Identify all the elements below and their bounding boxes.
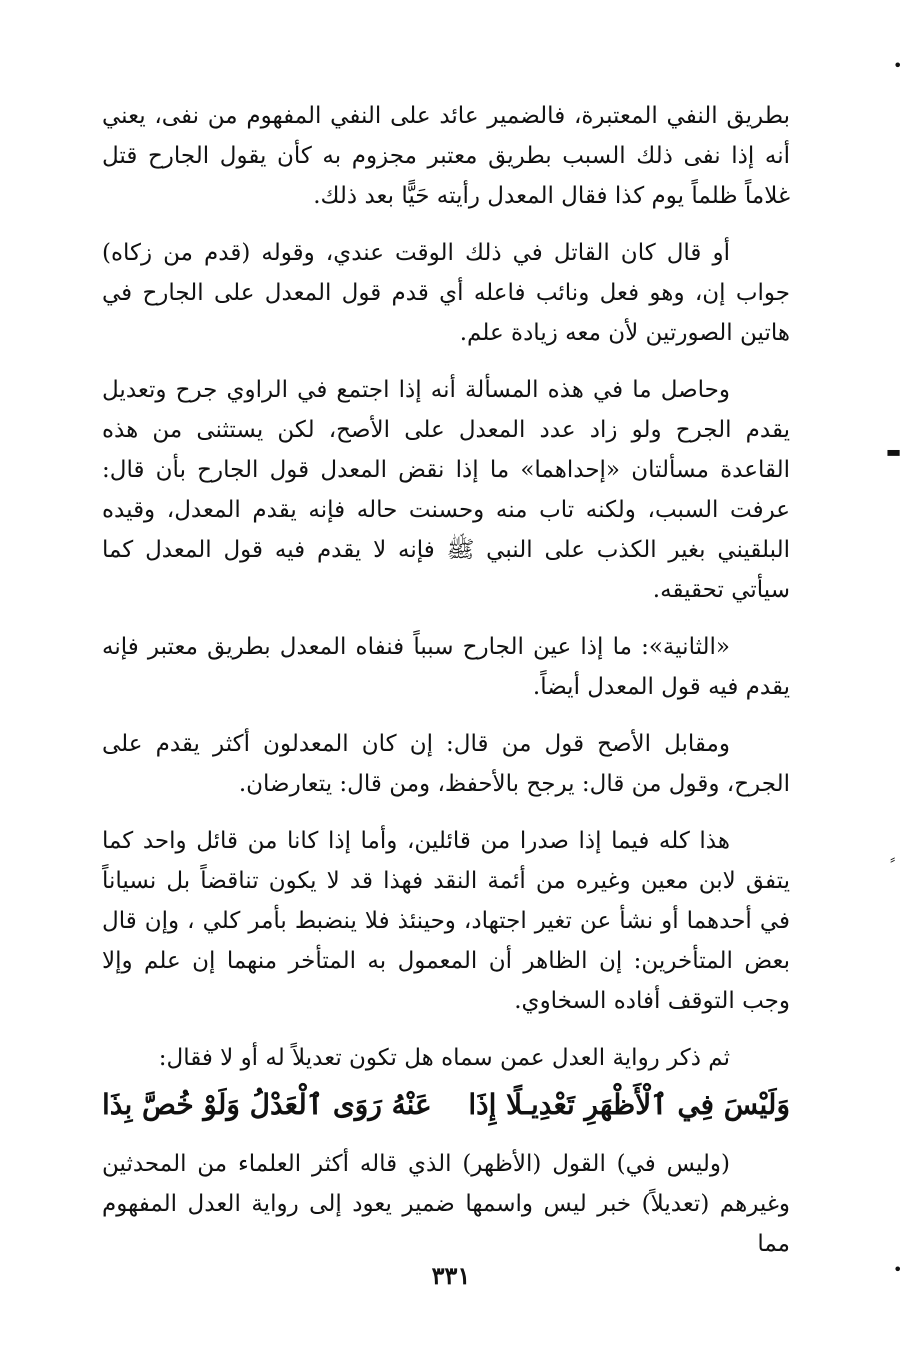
paragraph-5: ومقابل الأصح قول من قال: إن كان المعدلون أكثر يقدم على الجرح، وقول من قال: يرجح بالأحفظ، ومن قال: يتعارضان.: [102, 731, 790, 797]
verse-second-hemistich: عَنْهُ رَوَى ٱلْعَدْلُ وَلَوْ خُصَّ بِذَا: [102, 1088, 432, 1121]
paragraph-6: هذا كله فيما إذا صدرا من قائلين، وأما إذا كانا من قائل واحد كما يتفق لابن معين وغيره من أئمة النقد فهذا قد لا يكون تناقضاً بل نسياناً في أحدهما أو نشأ عن تغير اجتهاد، وحينئذ فلا ينضبط بأمر كلي ، وإن قال بعض المتأخرين: إن الظاهر أن المعمول به المتأخر منهما إن علم وإلا وجب التوقف أفاده السخاوي.: [102, 828, 790, 1014]
poem-verse: [102, 1082, 790, 1128]
paragraph-commentary: (وليس في) القول (الأظهر) الذي قاله أكثر العلماء من المحدثين وغيرهم (تعديلاً) خبر ليس واسمها ضمير يعود إلى رواية العدل المفهوم مما: [102, 1151, 790, 1257]
paragraph-7: ثم ذكر رواية العدل عمن سماه هل تكون تعديلاً له أو لا فقال:: [158, 1045, 730, 1071]
paragraph-1: بطريق النفي المعتبرة، فالضمير عائد على النفي المفهوم من نفى، يعني أنه إذا نفى ذلك السبب بطريق معتبر مجزوم به كأن يقول الجارح قتل غلاماً ظلماً يوم كذا فقال المعدل رأيته حَيًّا بعد ذلك.: [102, 103, 790, 209]
verse-first-hemistich: وَلَيْسَ فِي ٱلْأَظْهَرِ تَعْدِيـلًا إِذَا: [468, 1088, 790, 1121]
page-number: ٣٣١: [431, 1261, 471, 1290]
margin-dash-mark: ▬: [886, 442, 902, 461]
paragraph-2: أو قال كان القاتل في ذلك الوقت عندي، وقوله (قدم من زكاه) جواب إن، وهو فعل ونائب فاعله أي قدم قول المعدل على الجارح في هاتين الصورتين لأن معه زيادة علم.: [102, 240, 790, 346]
paragraph-4: «الثانية»: ما إذا عين الجارح سبباً فنفاه المعدل بطريق معتبر فإنه يقدم فيه قول المعدل أيضاً.: [102, 634, 790, 700]
margin-hook-mark: ⸗: [890, 849, 896, 868]
margin-dot-bottom: •: [893, 1260, 902, 1279]
margin-dot-top: •: [893, 56, 902, 75]
paragraph-3: وحاصل ما في هذه المسألة أنه إذا اجتمع في الراوي جرح وتعديل يقدم الجرح ولو زاد عدد المعدل على الأصح، لكن يستثنى من هذه القاعدة مسألتان «إحداهما» ما إذا نقض المعدل قول الجارح بأن قال: عرفت السبب، ولكنه تاب منه وحسنت حاله فإنه يقدم المعدل، وقيده البلقيني بغير الكذب على النبي ﷺ فإنه لا يقدم فيه قول المعدل كما سيأتي تحقيقه.: [102, 377, 790, 603]
page-body: [102, 96, 790, 1281]
